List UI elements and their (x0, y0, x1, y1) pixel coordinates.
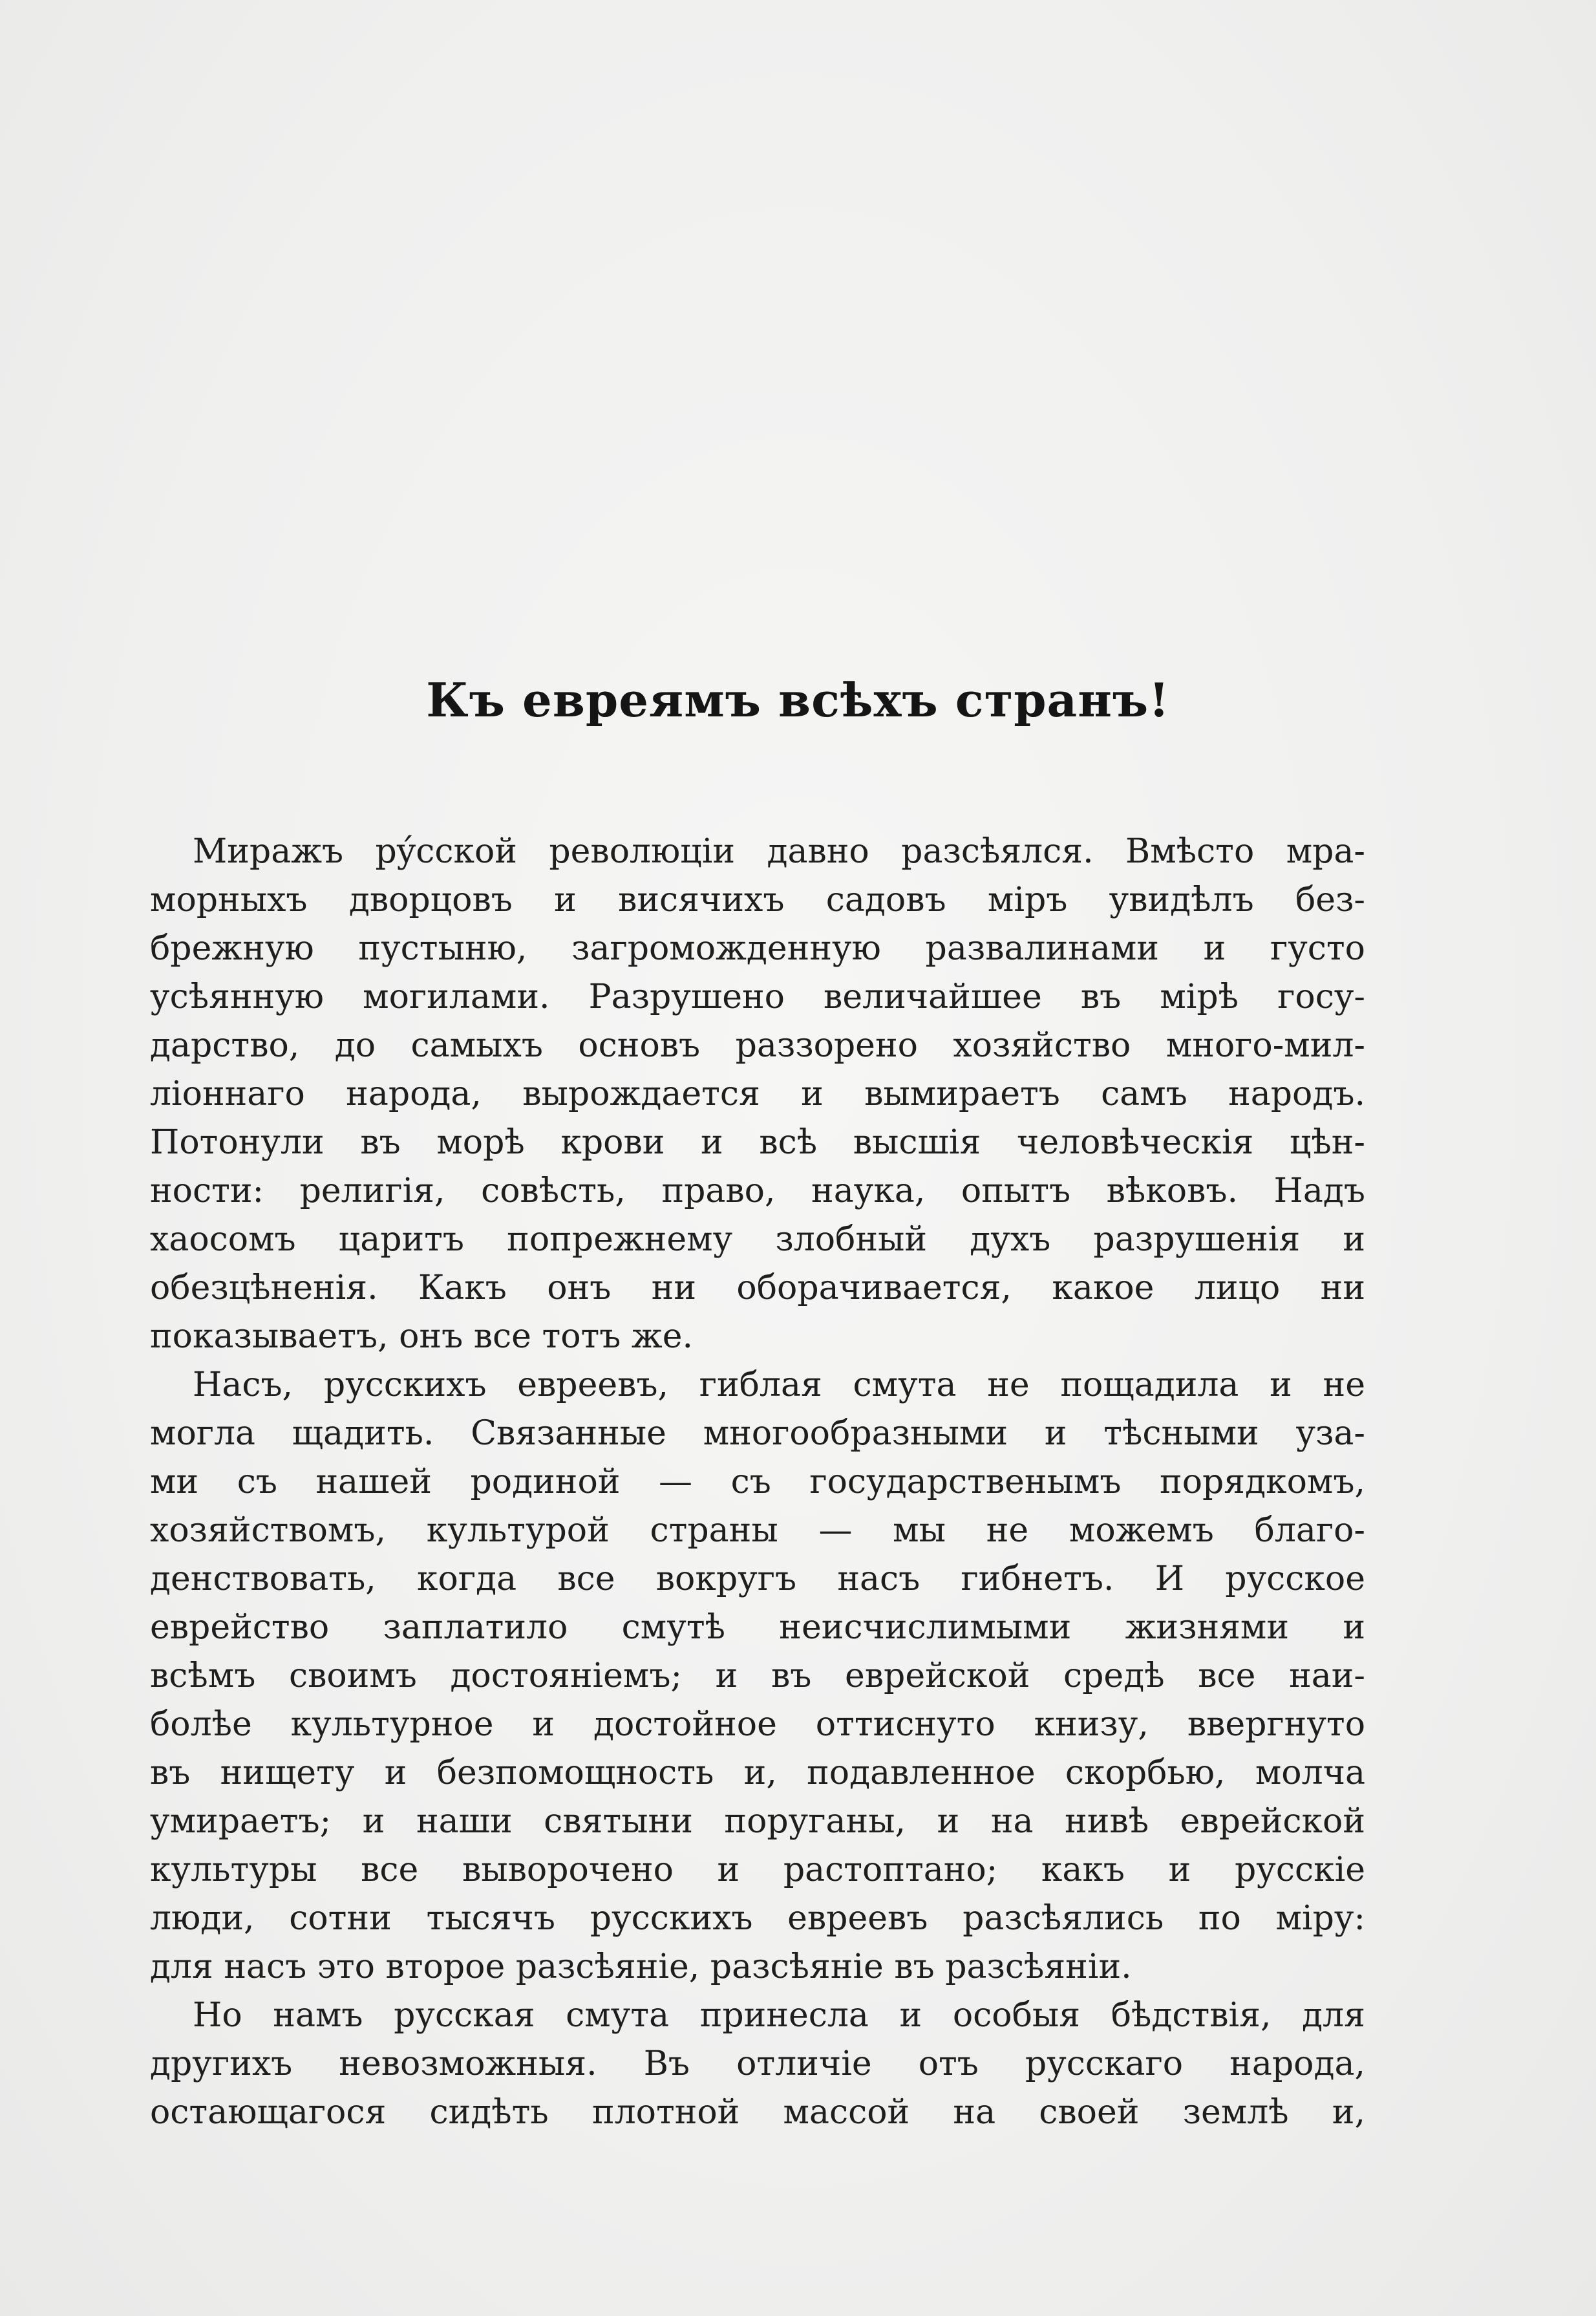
text-line: еврейство заплатило смутѣ неисчислимыми жизнями и (150, 1608, 1365, 1647)
body-text (150, 828, 1365, 2137)
text-line: Насъ, русскихъ евреевъ, гиблая смута не пощадила и не (193, 1366, 1365, 1404)
text-line: денствовать, когда все вокругъ насъ гибнетъ. И русское (150, 1560, 1365, 1598)
text-line: могла щадить. Связанные многообразными и тѣсными уза- (150, 1414, 1365, 1453)
text-line: умираетъ; и наши святыни поруганы, и на нивѣ еврейской (150, 1802, 1365, 1841)
text-line: остающагося сидѣть плотной массой на своей землѣ и, (150, 2093, 1365, 2132)
text-line: культуры все выворочено и растоптано; какъ и русскіе (150, 1850, 1365, 1889)
text-line: всѣмъ своимъ достояніемъ; и въ еврейской средѣ все наи- (150, 1657, 1365, 1695)
paragraph-1 (150, 828, 1365, 1361)
text-line: ліоннаго народа, вырождается и вымираетъ самъ народъ. (150, 1075, 1365, 1113)
text-line: дарство, до самыхъ основъ раззорено хозяйство много-мил- (150, 1026, 1365, 1065)
text-line: ности: религія, совѣсть, право, наука, опытъ вѣковъ. Надъ (150, 1172, 1365, 1210)
text-line: другихъ невозможныя. Въ отличіе отъ русскаго народа, (150, 2044, 1365, 2083)
text-line: ми съ нашей родиной — съ государственымъ порядкомъ, (150, 1463, 1365, 1501)
text-line: болѣе культурное и достойное оттиснуто книзу, ввергнуто (150, 1705, 1365, 1744)
text-line: морныхъ дворцовъ и висячихъ садовъ міръ увидѣлъ без- (150, 881, 1365, 919)
text-line: хозяйствомъ, культурой страны — мы не можемъ благо- (150, 1511, 1365, 1550)
text-line: Миражъ рýсской революціи давно разсѣялся. Вмѣсто мра- (193, 832, 1365, 871)
text-line: люди, сотни тысячъ русскихъ евреевъ разсѣялись по міру: (150, 1899, 1365, 1938)
text-line: въ нищету и безпомощность и, подавленное скорбью, молча (150, 1753, 1365, 1792)
page-title: Къ евреямъ всѣхъ странъ! (426, 672, 1170, 727)
paragraph-2 (150, 1361, 1365, 1991)
text-line: Но намъ русская смута принесла и особыя бѣдствія, для (193, 1996, 1365, 2035)
paragraph-3 (150, 1991, 1365, 2137)
text-line: Потонули въ морѣ крови и всѣ высшія человѣческія цѣн- (150, 1123, 1365, 1162)
text-line: для насъ это второе разсѣяніе, разсѣяніе въ разсѣяніи. (150, 1947, 1132, 1986)
text-line: брежную пустыню, загроможденную развалинами и густо (150, 929, 1365, 968)
text-line: усѣянную могилами. Разрушено величайшее въ мірѣ госу- (150, 978, 1365, 1016)
text-line: хаосомъ царитъ попрежнему злобный духъ разрушенія и (150, 1220, 1365, 1259)
text-line: обезцѣненія. Какъ онъ ни оборачивается, какое лицо ни (150, 1269, 1365, 1307)
text-line: показываетъ, онъ все тотъ же. (150, 1317, 694, 1356)
